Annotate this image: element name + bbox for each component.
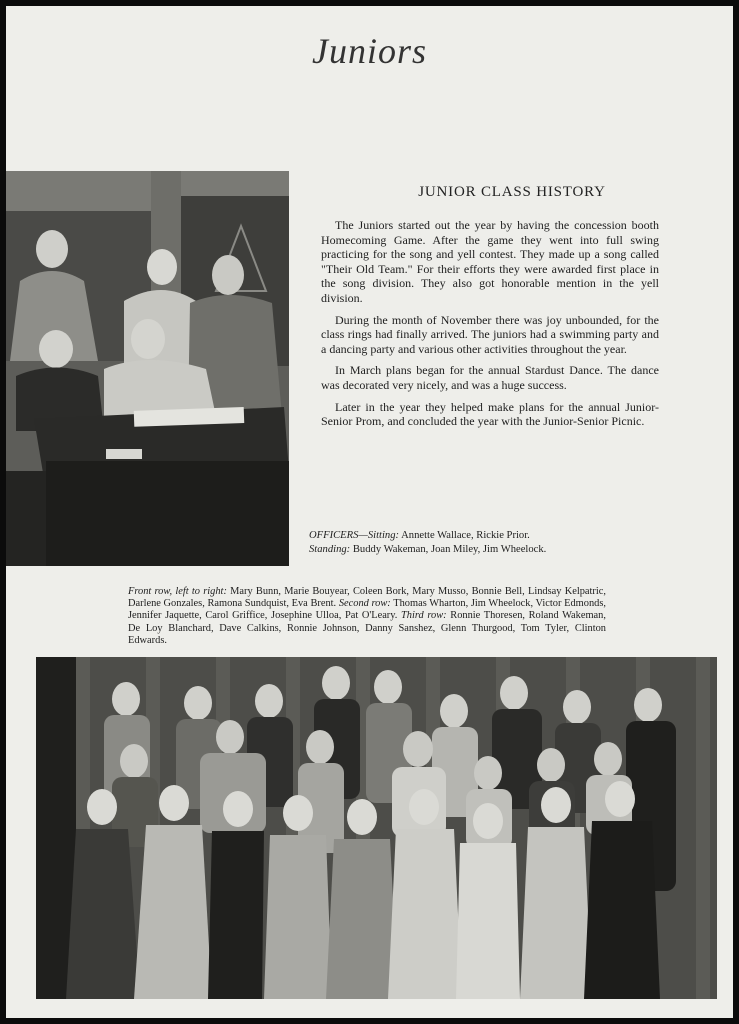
history-text (321, 218, 659, 436)
front-row-label: Front row, left to right: (128, 586, 227, 597)
officers-standing-names: Buddy Wakeman, Joan Miley, Jim Wheelock. (352, 544, 547, 555)
third-row-names: Ronnie Thoresen, Roland Wakeman, De Loy Blanchard, Dave Calkins, Ronnie Johnson, Danny Sanshez, Glenn Thurgood, Tom Tyler, Clinton Edwards. (128, 610, 606, 646)
officers-standing-line (309, 543, 729, 557)
class-photo-caption (128, 586, 606, 647)
second-row-names: Thomas Wharton, Jim Wheelock, Victor Edmonds, Jennifer Jaquette, Carol Griffice, Josephine Ulloa, Pat O'Leary. (128, 598, 606, 622)
history-paragraph: In March plans began for the annual Stardust Dance. The dance was decorated very nicely, and was a huge success. (321, 363, 659, 392)
page-title: Juniors (312, 31, 427, 71)
history-heading: JUNIOR CLASS HISTORY (418, 184, 606, 200)
history-paragraph: Later in the year they helped make plans for the annual Junior-Senior Prom, and concluded the year with the Junior-Senior Picnic. (321, 399, 659, 429)
yearbook-page (6, 6, 733, 1018)
second-row-label: Second row: (338, 598, 391, 610)
class-group-photo (36, 657, 717, 999)
officers-sitting-label: OFFICERS—Sitting: (309, 530, 400, 541)
history-paragraph: The Juniors started out the year by having the concession booth Homecoming Game. After the game they went into full swing practicing for the song and yell contest. They made up a song called "Their Old Team." For their efforts they were awarded first place in the song division. They also got honorable mention in the yell division. (321, 218, 659, 305)
officers-standing-label: Standing: (309, 544, 351, 555)
officers-photo (6, 171, 289, 566)
history-paragraph: During the month of November there was joy unbounded, for the class rings had finally arrived. The juniors had a swimming party and a dancing party and various other activities throughout the year. (321, 312, 659, 356)
officers-sitting-names: Annette Wallace, Rickie Prior. (401, 530, 530, 541)
front-row-names: Mary Bunn, Marie Bouyear, Coleen Bork, Mary Musso, Bonnie Bell, Lindsay Kelpatric, Darlene Gonzales, Ramona Sundquist, Eva Brent. (128, 586, 606, 610)
third-row-label: Third row: (401, 610, 447, 622)
officers-sitting-line (309, 529, 729, 543)
officers-caption (309, 529, 729, 557)
